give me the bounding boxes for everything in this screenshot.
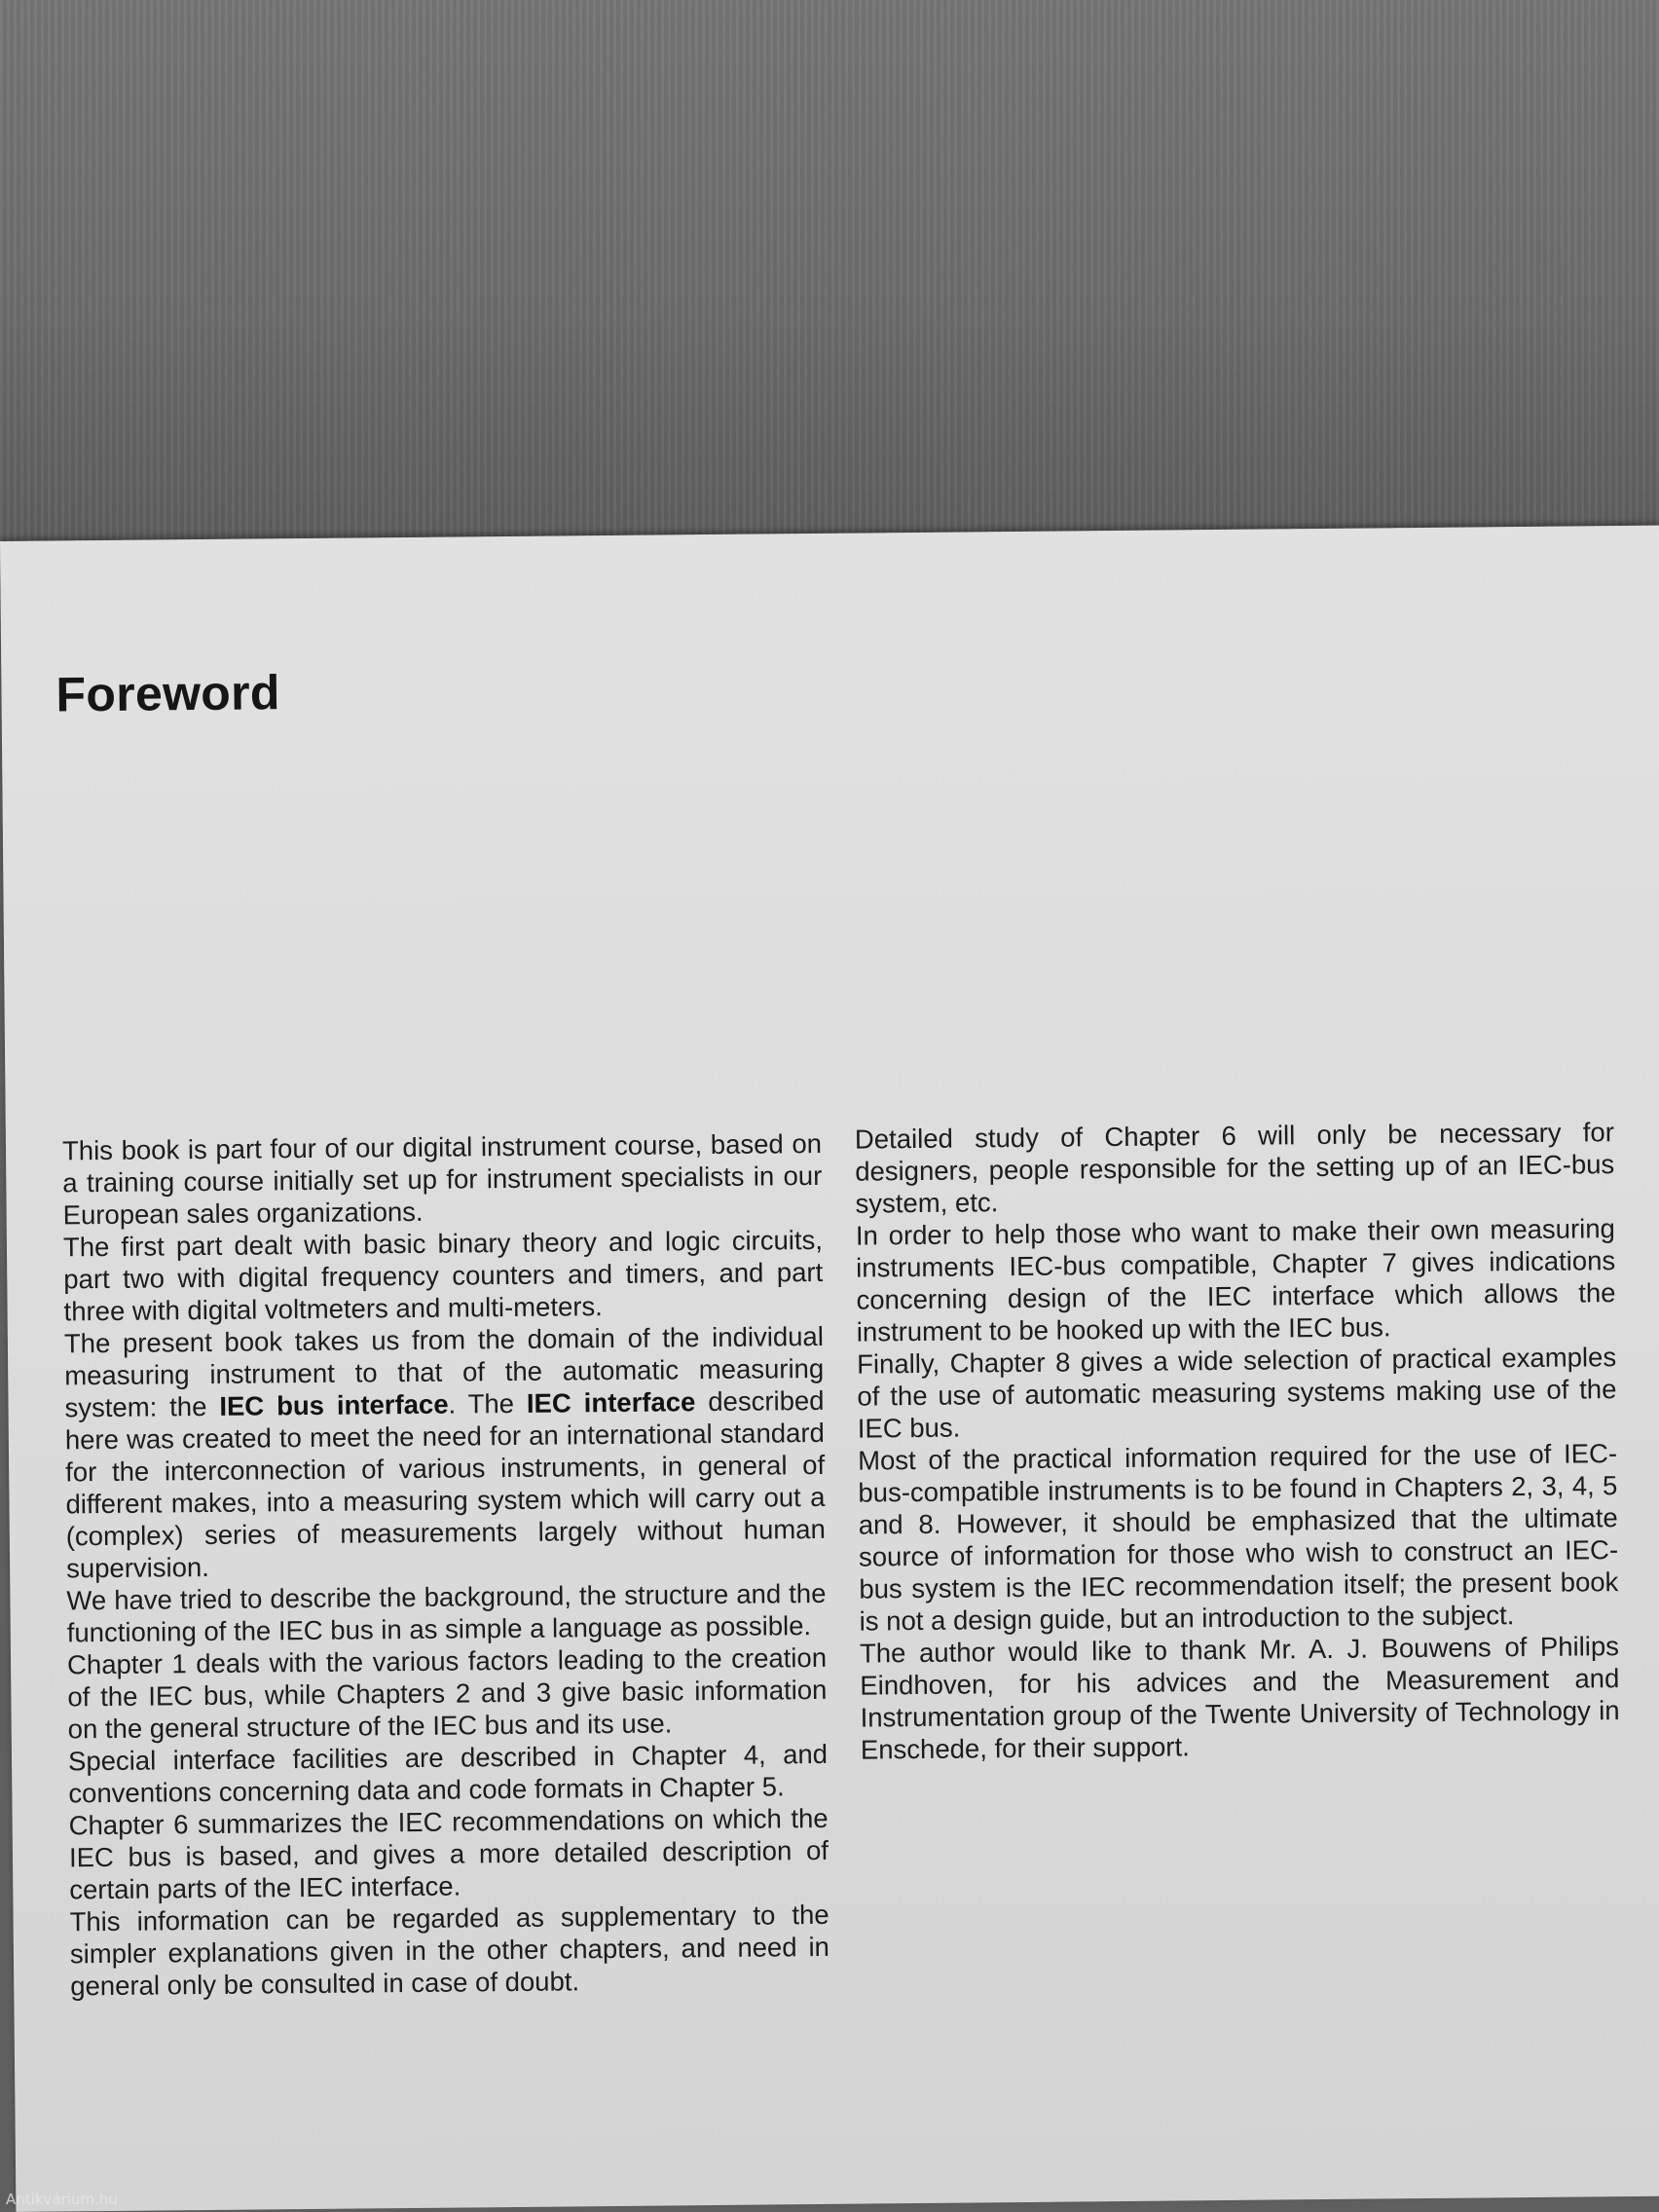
bold-term: IEC bus interface <box>219 1388 449 1421</box>
paragraph: The author would like to thank Mr. A. J. Bouwens of Philips Eindhoven, for his advices and the Measurement and Instrumentation group of the Twente University of Technology in Enschede, for their support. <box>859 1631 1620 1765</box>
paragraph <box>64 1320 826 1584</box>
bold-term: IEC interface <box>526 1386 696 1419</box>
page-sheet <box>0 526 1659 2212</box>
paragraph: We have tried to describe the background, the structure and the functioning of the IEC bus in as simple a language as possible. <box>66 1577 827 1648</box>
paragraph: Finally, Chapter 8 gives a wide selection of practical examples of the use of automatic measuring systems making use of the IEC bus. <box>857 1342 1617 1444</box>
paragraph: This book is part four of our digital instrument course, based on a training course initially set up for instrument specialists in our European sales organizations. <box>61 1127 823 1231</box>
paragraph: Chapter 6 summarizes the IEC recommendations on which the IEC bus is based, and gives a more detailed description of certain parts of the IEC interface. <box>68 1802 830 1905</box>
paragraph-text: . The <box>448 1387 528 1419</box>
page-title: Foreword <box>55 664 280 721</box>
paragraph: In order to help those who want to make their own measuring instruments IEC-bus compatible, Chapter 7 gives indications concerning design of the IEC interface which allows the instrument to be hooked up with the IEC bus. <box>855 1213 1616 1347</box>
background-surface <box>0 0 1659 574</box>
left-column <box>62 1127 830 2002</box>
paragraph: This information can be regarded as supplementary to the simpler explanations given in the other chapters, and need in general only be consulted in case of doubt. <box>69 1899 830 2002</box>
paragraph: Detailed study of Chapter 6 will only be necessary for designers, people responsible for the setting up of an IEC-bus system, etc. <box>854 1117 1615 1219</box>
paragraph-text: described here was created to meet the need for an international standard for the interconnection of various instruments, in general of different makes, into a measuring system which will carry out a (complex) series of measurements largely without human supervision. <box>64 1384 826 1584</box>
paragraph: Most of the practical information required for the use of IEC-bus-compatible instruments is to be found in Chapters 2, 3, 4, 5 and 8. However, it should be emphasized that the ultimate source of information for those who wish to construct an IEC-bus system is the IEC recommendation itself; the present book is not a design guide, but an introduction to the subject. <box>857 1438 1619 1637</box>
paragraph: Special interface facilities are described in Chapter 4, and conventions concerning data and code formats in Chapter 5. <box>67 1738 829 1809</box>
right-column <box>855 1116 1620 1765</box>
paragraph: Chapter 1 deals with the various factors leading to the creation of the IEC bus, while Chapters 2 and 3 give basic information on the general structure of the IEC bus and its use. <box>66 1641 828 1745</box>
paragraph-text: The present book takes us from the domain of the individual measuring instrument to that of the automatic measuring system: the <box>63 1320 825 1423</box>
watermark: Antikvárium.hu <box>6 2191 118 2208</box>
paragraph: The first part dealt with basic binary theory and logic circuits, part two with digital frequency counters and timers, and part three with digital voltmeters and multi-meters. <box>62 1224 824 1327</box>
